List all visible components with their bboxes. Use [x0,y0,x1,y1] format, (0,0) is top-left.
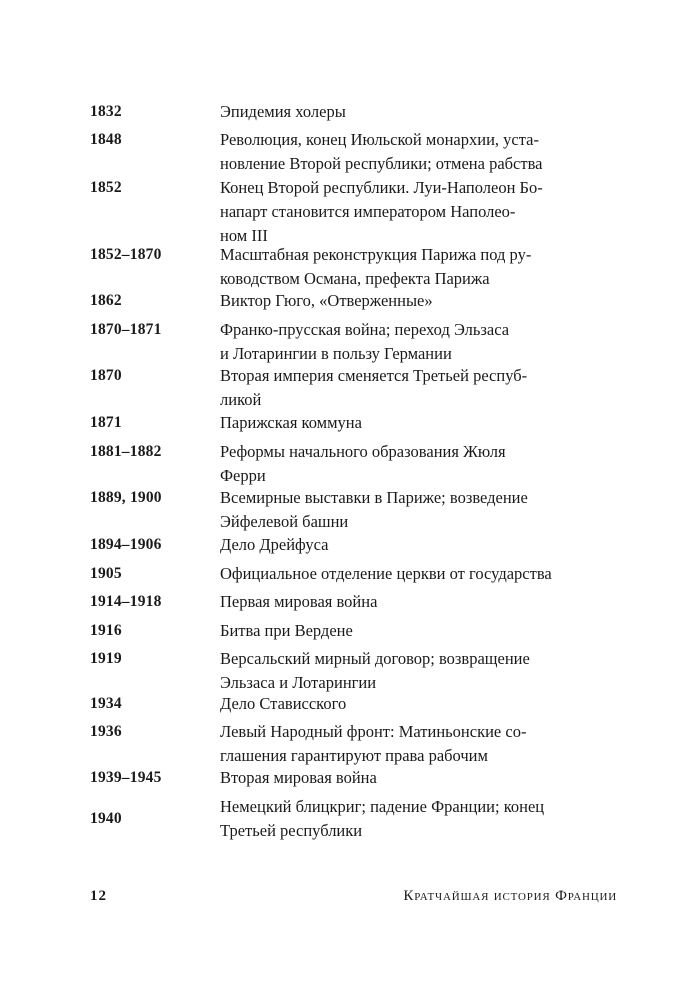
timeline-row [90,720,620,768]
timeline-row [90,795,620,843]
timeline-row [90,619,620,643]
timeline-year: 1881–1882 [90,443,162,460]
timeline-event: Битва при Вердене [220,621,353,640]
timeline-event: Эпидемия холеры [220,102,346,121]
timeline-year: 1940 [90,810,122,827]
timeline-year: 1870–1871 [90,321,162,338]
timeline-event: Франко-прусская война; переход Эльзаса и Лотарингии в пользу Германии [220,320,510,363]
timeline-event: Немецкий блицкриг; падение Франции; конец Третьей республики [220,797,545,840]
timeline-event: Парижская коммуна [220,413,362,432]
timeline-year: 1916 [90,622,122,639]
timeline-year: 1848 [90,131,122,148]
timeline-event: Конец Второй республики. Луи-Наполеон Бо- напарт становится императором Наполео- ном III [220,178,543,245]
timeline-year: 1934 [90,695,122,712]
timeline-row [90,411,620,435]
timeline-event: Реформы начального образования Жюля Ферри [220,442,506,485]
timeline-year: 1852 [90,179,122,196]
timeline-row [90,562,620,586]
timeline-event: Революция, конец Июльской монархии, уста- новление Второй республики; отмена рабства [220,130,543,173]
timeline-year: 1914–1918 [90,593,162,610]
timeline-event: Первая мировая война [220,592,378,611]
timeline-row [90,766,620,790]
timeline-event: Всемирные выставки в Париже; возведение Эйфелевой башни [220,488,528,531]
timeline-row [90,128,620,176]
timeline-row [90,100,620,124]
timeline-row [90,647,620,695]
timeline-year: 1905 [90,565,122,582]
timeline-year: 1939–1945 [90,769,162,786]
timeline-row [90,176,620,248]
timeline-event: Виктор Гюго, «Отверженные» [220,291,433,310]
timeline-event: Вторая империя сменяется Третьей респуб- ликой [220,366,528,409]
timeline-year: 1919 [90,650,122,667]
timeline-row [90,486,620,534]
timeline-event: Вторая мировая война [220,768,377,787]
timeline-event: Дело Дрейфуса [220,535,329,554]
timeline-year: 1852–1870 [90,246,162,263]
timeline-year: 1871 [90,414,122,431]
timeline-event: Версальский мирный договор; возвращение Эльзаса и Лотарингии [220,649,530,692]
timeline-row [90,590,620,614]
running-title: Кратчайшая история Франции [403,888,617,904]
timeline-row [90,440,620,488]
page-footer [90,888,617,905]
timeline-row [90,243,620,291]
timeline-year: 1862 [90,292,122,309]
timeline-year: 1894–1906 [90,536,162,553]
timeline-year: 1936 [90,723,122,740]
timeline-row [90,364,620,412]
timeline-row [90,533,620,557]
timeline-row [90,692,620,716]
page-number: 12 [90,888,107,904]
timeline-event: Официальное отделение церкви от государства [220,564,552,583]
timeline-row [90,318,620,366]
timeline-year: 1889, 1900 [90,489,162,506]
timeline-row [90,289,620,313]
timeline-year: 1870 [90,367,122,384]
timeline-event: Левый Народный фронт: Матиньонские со- глашения гарантируют права рабочим [220,722,527,765]
timeline-year: 1832 [90,103,122,120]
timeline-event: Масштабная реконструкция Парижа под ру- ководством Османа, префекта Парижа [220,245,532,288]
timeline-event: Дело Стависского [220,694,347,713]
